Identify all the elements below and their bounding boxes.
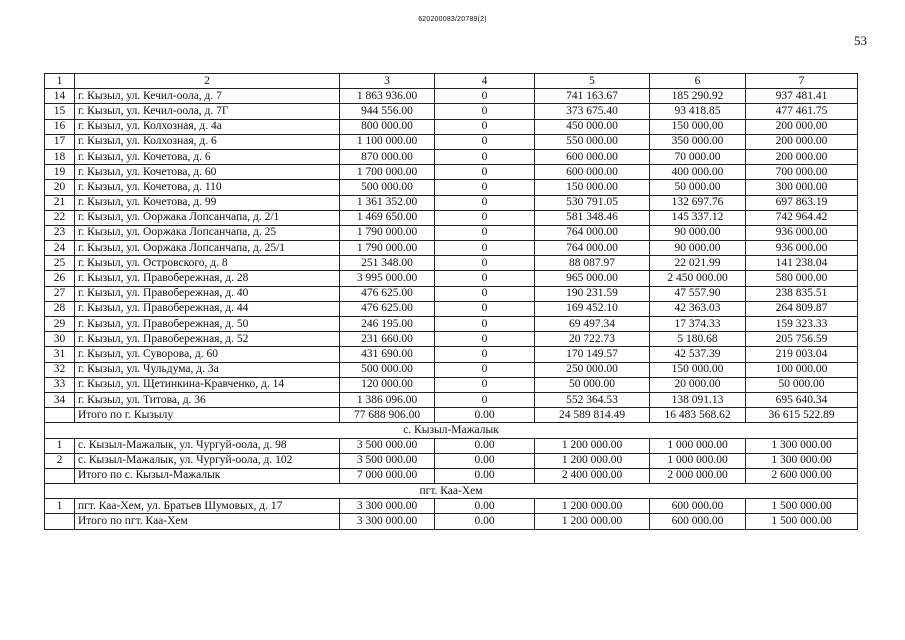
address-cell: г. Кызыл, ул. Правобережная, д. 28 [75, 271, 340, 286]
col7-value-cell: 205 756.59 [746, 332, 858, 347]
col7-value-cell: 264 809.87 [746, 301, 858, 316]
col7-value-cell: 219 003.04 [746, 347, 858, 362]
col4-value-cell: 0.00 [435, 468, 535, 483]
col4-value-cell: 0 [435, 392, 535, 407]
col7-value-cell: 1 500 000.00 [746, 514, 858, 529]
address-cell: г. Кызыл, ул. Правобережная, д. 52 [75, 332, 340, 347]
col3-value-cell: 3 300 000.00 [340, 514, 435, 529]
col3-value-cell: 1 700 000.00 [340, 165, 435, 180]
col5-value-cell: 741 163.67 [535, 89, 650, 104]
col3-value-cell: 1 386 096.00 [340, 392, 435, 407]
address-cell: пгт. Каа-Хем, ул. Братьев Шумовых, д. 17 [75, 499, 340, 514]
total-row [45, 514, 858, 529]
table-row [45, 271, 858, 286]
col6-value-cell: 90 000.00 [650, 225, 746, 240]
address-cell: г. Кызыл, ул. Чульдума, д. 3а [75, 362, 340, 377]
header-cell: 2 [75, 74, 340, 89]
col5-value-cell: 150 000.00 [535, 180, 650, 195]
address-cell: г. Кызыл, ул. Ооржака Лопсанчапа, д. 25 [75, 225, 340, 240]
table-row [45, 119, 858, 134]
col3-value-cell: 3 500 000.00 [340, 438, 435, 453]
col4-value-cell: 0 [435, 271, 535, 286]
col4-value-cell: 0 [435, 195, 535, 210]
col5-value-cell: 20 722.73 [535, 332, 650, 347]
col3-value-cell: 500 000.00 [340, 362, 435, 377]
col3-value-cell: 1 100 000.00 [340, 134, 435, 149]
table-row [45, 301, 858, 316]
col4-value-cell: 0 [435, 332, 535, 347]
col5-value-cell: 552 364.53 [535, 392, 650, 407]
col4-value-cell: 0 [435, 347, 535, 362]
col5-value-cell: 170 149.57 [535, 347, 650, 362]
col7-value-cell: 936 000.00 [746, 241, 858, 256]
total-row [45, 468, 858, 483]
row-number-cell: 28 [45, 301, 75, 316]
row-number-cell: 32 [45, 362, 75, 377]
col3-value-cell: 246 195.00 [340, 317, 435, 332]
col5-value-cell: 581 348.46 [535, 210, 650, 225]
col6-value-cell: 600 000.00 [650, 514, 746, 529]
col6-value-cell: 150 000.00 [650, 362, 746, 377]
col3-value-cell: 77 688 906.00 [340, 408, 435, 423]
row-number-cell: 25 [45, 256, 75, 271]
col3-value-cell: 431 690.00 [340, 347, 435, 362]
col6-value-cell: 185 290.92 [650, 89, 746, 104]
address-cell: г. Кызыл, ул. Правобережная, д. 44 [75, 301, 340, 316]
col6-value-cell: 17 374.33 [650, 317, 746, 332]
col6-value-cell: 600 000.00 [650, 499, 746, 514]
col5-value-cell: 450 000.00 [535, 119, 650, 134]
col3-value-cell: 120 000.00 [340, 377, 435, 392]
row-number-cell: 29 [45, 317, 75, 332]
col7-value-cell: 200 000.00 [746, 149, 858, 164]
col5-value-cell: 24 589 814.49 [535, 408, 650, 423]
col3-value-cell: 3 300 000.00 [340, 499, 435, 514]
col6-value-cell: 16 483 568.62 [650, 408, 746, 423]
col4-value-cell: 0 [435, 256, 535, 271]
row-number-cell: 2 [45, 453, 75, 468]
address-cell: г. Кызыл, ул. Правобережная, д. 40 [75, 286, 340, 301]
col4-value-cell: 0.00 [435, 438, 535, 453]
total-row [45, 408, 858, 423]
col4-value-cell: 0 [435, 89, 535, 104]
col4-value-cell: 0 [435, 210, 535, 225]
col3-value-cell: 1 790 000.00 [340, 241, 435, 256]
row-number-cell: 26 [45, 271, 75, 286]
col3-value-cell: 1 361 352.00 [340, 195, 435, 210]
col4-value-cell: 0 [435, 286, 535, 301]
row-number-cell: 18 [45, 149, 75, 164]
col5-value-cell: 250 000.00 [535, 362, 650, 377]
row-number-cell: 1 [45, 499, 75, 514]
col5-value-cell: 1 200 000.00 [535, 514, 650, 529]
col5-value-cell: 600 000.00 [535, 149, 650, 164]
col4-value-cell: 0 [435, 377, 535, 392]
header-row [45, 74, 858, 89]
col5-value-cell: 1 200 000.00 [535, 438, 650, 453]
col5-value-cell: 190 231.59 [535, 286, 650, 301]
col4-value-cell: 0 [435, 104, 535, 119]
address-cell: г. Кызыл, ул. Кочетова, д. 110 [75, 180, 340, 195]
col6-value-cell: 138 091.13 [650, 392, 746, 407]
col7-value-cell: 697 863.19 [746, 195, 858, 210]
col6-value-cell: 22 021.99 [650, 256, 746, 271]
col4-value-cell: 0 [435, 362, 535, 377]
col6-value-cell: 90 000.00 [650, 241, 746, 256]
col5-value-cell: 965 000.00 [535, 271, 650, 286]
section-title: с. Кызыл-Мажалык [45, 423, 858, 438]
col7-value-cell: 580 000.00 [746, 271, 858, 286]
col3-value-cell: 476 625.00 [340, 301, 435, 316]
col3-value-cell: 800 000.00 [340, 119, 435, 134]
col3-value-cell: 1 469 650.00 [340, 210, 435, 225]
row-number-cell: 24 [45, 241, 75, 256]
table-row [45, 241, 858, 256]
row-number-cell: 20 [45, 180, 75, 195]
address-cell: г. Кызыл, ул. Кочетова, д. 60 [75, 165, 340, 180]
address-cell: Итого по пгт. Каа-Хем [75, 514, 340, 529]
col4-value-cell: 0 [435, 149, 535, 164]
row-number-cell: 30 [45, 332, 75, 347]
address-cell: г. Кызыл, ул. Ооржака Лопсанчапа, д. 2/1 [75, 210, 340, 225]
section-header-row [45, 423, 858, 438]
col4-value-cell: 0 [435, 119, 535, 134]
col4-value-cell: 0 [435, 301, 535, 316]
col6-value-cell: 145 337.12 [650, 210, 746, 225]
col6-value-cell: 20 000.00 [650, 377, 746, 392]
col6-value-cell: 5 180.68 [650, 332, 746, 347]
row-number-cell: 31 [45, 347, 75, 362]
row-number-cell [45, 514, 75, 529]
col3-value-cell: 1 863 936.00 [340, 89, 435, 104]
section-header-row [45, 484, 858, 499]
col5-value-cell: 69 497.34 [535, 317, 650, 332]
col6-value-cell: 42 537.39 [650, 347, 746, 362]
col7-value-cell: 742 964.42 [746, 210, 858, 225]
col6-value-cell: 1 000 000.00 [650, 453, 746, 468]
table-row [45, 362, 858, 377]
col7-value-cell: 2 600 000.00 [746, 468, 858, 483]
section-title: пгт. Каа-Хем [45, 484, 858, 499]
col5-value-cell: 530 791.05 [535, 195, 650, 210]
col6-value-cell: 42 363.03 [650, 301, 746, 316]
address-cell: г. Кызыл, ул. Титова, д. 36 [75, 392, 340, 407]
header-cell: 4 [435, 74, 535, 89]
table-row [45, 149, 858, 164]
col7-value-cell: 141 238.04 [746, 256, 858, 271]
col7-value-cell: 700 000.00 [746, 165, 858, 180]
col7-value-cell: 36 615 522.89 [746, 408, 858, 423]
col3-value-cell: 500 000.00 [340, 180, 435, 195]
col6-value-cell: 93 418.85 [650, 104, 746, 119]
col7-value-cell: 300 000.00 [746, 180, 858, 195]
col7-value-cell: 100 000.00 [746, 362, 858, 377]
address-cell: г. Кызыл, ул. Островского, д. 8 [75, 256, 340, 271]
col6-value-cell: 400 000.00 [650, 165, 746, 180]
header-cell: 6 [650, 74, 746, 89]
table-row [45, 225, 858, 240]
col3-value-cell: 3 995 000.00 [340, 271, 435, 286]
col5-value-cell: 169 452.10 [535, 301, 650, 316]
col5-value-cell: 1 200 000.00 [535, 453, 650, 468]
col4-value-cell: 0 [435, 317, 535, 332]
col4-value-cell: 0.00 [435, 514, 535, 529]
row-number-cell: 19 [45, 165, 75, 180]
table-row [45, 438, 858, 453]
col6-value-cell: 132 697.76 [650, 195, 746, 210]
row-number-cell: 33 [45, 377, 75, 392]
col5-value-cell: 764 000.00 [535, 241, 650, 256]
page-number: 53 [854, 33, 867, 48]
col3-value-cell: 1 790 000.00 [340, 225, 435, 240]
address-cell: г. Кызыл, ул. Суворова, д. 60 [75, 347, 340, 362]
table-row [45, 180, 858, 195]
row-number-cell: 16 [45, 119, 75, 134]
row-number-cell: 14 [45, 89, 75, 104]
col5-value-cell: 88 087.97 [535, 256, 650, 271]
data-table [44, 73, 858, 530]
col6-value-cell: 2 000 000.00 [650, 468, 746, 483]
table-row [45, 286, 858, 301]
table-row [45, 453, 858, 468]
col4-value-cell: 0.00 [435, 499, 535, 514]
table-row [45, 347, 858, 362]
address-cell: г. Кызыл, ул. Колхозная, д. 6 [75, 134, 340, 149]
address-cell: г. Кызыл, ул. Колхозная, д. 4а [75, 119, 340, 134]
address-cell: г. Кызыл, ул. Щетинкина-Кравченко, д. 14 [75, 377, 340, 392]
col4-value-cell: 0 [435, 225, 535, 240]
row-number-cell: 1 [45, 438, 75, 453]
header-cell: 3 [340, 74, 435, 89]
table-row [45, 134, 858, 149]
col6-value-cell: 350 000.00 [650, 134, 746, 149]
row-number-cell [45, 468, 75, 483]
address-cell: г. Кызыл, ул. Кочетова, д. 99 [75, 195, 340, 210]
col7-value-cell: 1 500 000.00 [746, 499, 858, 514]
table-row [45, 332, 858, 347]
col6-value-cell: 150 000.00 [650, 119, 746, 134]
col3-value-cell: 7 000 000.00 [340, 468, 435, 483]
col7-value-cell: 936 000.00 [746, 225, 858, 240]
header-cell: 5 [535, 74, 650, 89]
col3-value-cell: 476 625.00 [340, 286, 435, 301]
row-number-cell: 15 [45, 104, 75, 119]
table-row [45, 256, 858, 271]
col4-value-cell: 0 [435, 134, 535, 149]
col7-value-cell: 477 461.75 [746, 104, 858, 119]
col7-value-cell: 695 640.34 [746, 392, 858, 407]
address-cell: г. Кызыл, ул. Кочетова, д. 6 [75, 149, 340, 164]
address-cell: Итого по с. Кызыл-Мажалык [75, 468, 340, 483]
col5-value-cell: 50 000.00 [535, 377, 650, 392]
col5-value-cell: 2 400 000.00 [535, 468, 650, 483]
address-cell: с. Кызыл-Мажалык, ул. Чургуй-оола, д. 98 [75, 438, 340, 453]
table-row [45, 317, 858, 332]
table-row [45, 210, 858, 225]
col3-value-cell: 231 660.00 [340, 332, 435, 347]
col4-value-cell: 0.00 [435, 453, 535, 468]
table-row [45, 392, 858, 407]
row-number-cell: 21 [45, 195, 75, 210]
col5-value-cell: 600 000.00 [535, 165, 650, 180]
address-cell: г. Кызыл, ул. Кечил-оола, д. 7 [75, 89, 340, 104]
address-cell: Итого по г. Кызылу [75, 408, 340, 423]
col6-value-cell: 70 000.00 [650, 149, 746, 164]
col6-value-cell: 50 000.00 [650, 180, 746, 195]
table-body [45, 74, 858, 530]
col3-value-cell: 870 000.00 [340, 149, 435, 164]
col7-value-cell: 159 323.33 [746, 317, 858, 332]
table-row [45, 499, 858, 514]
address-cell: г. Кызыл, ул. Кечил-оола, д. 7Г [75, 104, 340, 119]
col7-value-cell: 1 300 000.00 [746, 453, 858, 468]
col6-value-cell: 47 557.90 [650, 286, 746, 301]
table-row [45, 377, 858, 392]
col7-value-cell: 50 000.00 [746, 377, 858, 392]
col3-value-cell: 944 556.00 [340, 104, 435, 119]
col7-value-cell: 200 000.00 [746, 134, 858, 149]
col5-value-cell: 373 675.40 [535, 104, 650, 119]
address-cell: г. Кызыл, ул. Ооржака Лопсанчапа, д. 25/1 [75, 241, 340, 256]
col4-value-cell: 0 [435, 165, 535, 180]
col5-value-cell: 1 200 000.00 [535, 499, 650, 514]
row-number-cell: 27 [45, 286, 75, 301]
table-row [45, 89, 858, 104]
col4-value-cell: 0 [435, 180, 535, 195]
address-cell: с. Кызыл-Мажалык, ул. Чургуй-оола, д. 102 [75, 453, 340, 468]
address-cell: г. Кызыл, ул. Правобережная, д. 50 [75, 317, 340, 332]
table-row [45, 165, 858, 180]
col7-value-cell: 1 300 000.00 [746, 438, 858, 453]
row-number-cell [45, 408, 75, 423]
col3-value-cell: 251 348.00 [340, 256, 435, 271]
col6-value-cell: 1 000 000.00 [650, 438, 746, 453]
col6-value-cell: 2 450 000.00 [650, 271, 746, 286]
document-id: 620200083/20789(2) [418, 16, 487, 23]
col3-value-cell: 3 500 000.00 [340, 453, 435, 468]
table-row [45, 195, 858, 210]
col4-value-cell: 0.00 [435, 408, 535, 423]
col7-value-cell: 937 481.41 [746, 89, 858, 104]
row-number-cell: 23 [45, 225, 75, 240]
col5-value-cell: 550 000.00 [535, 134, 650, 149]
col7-value-cell: 238 835.51 [746, 286, 858, 301]
col7-value-cell: 200 000.00 [746, 119, 858, 134]
row-number-cell: 34 [45, 392, 75, 407]
header-cell: 1 [45, 74, 75, 89]
table-row [45, 104, 858, 119]
row-number-cell: 17 [45, 134, 75, 149]
row-number-cell: 22 [45, 210, 75, 225]
header-cell: 7 [746, 74, 858, 89]
col4-value-cell: 0 [435, 241, 535, 256]
col5-value-cell: 764 000.00 [535, 225, 650, 240]
